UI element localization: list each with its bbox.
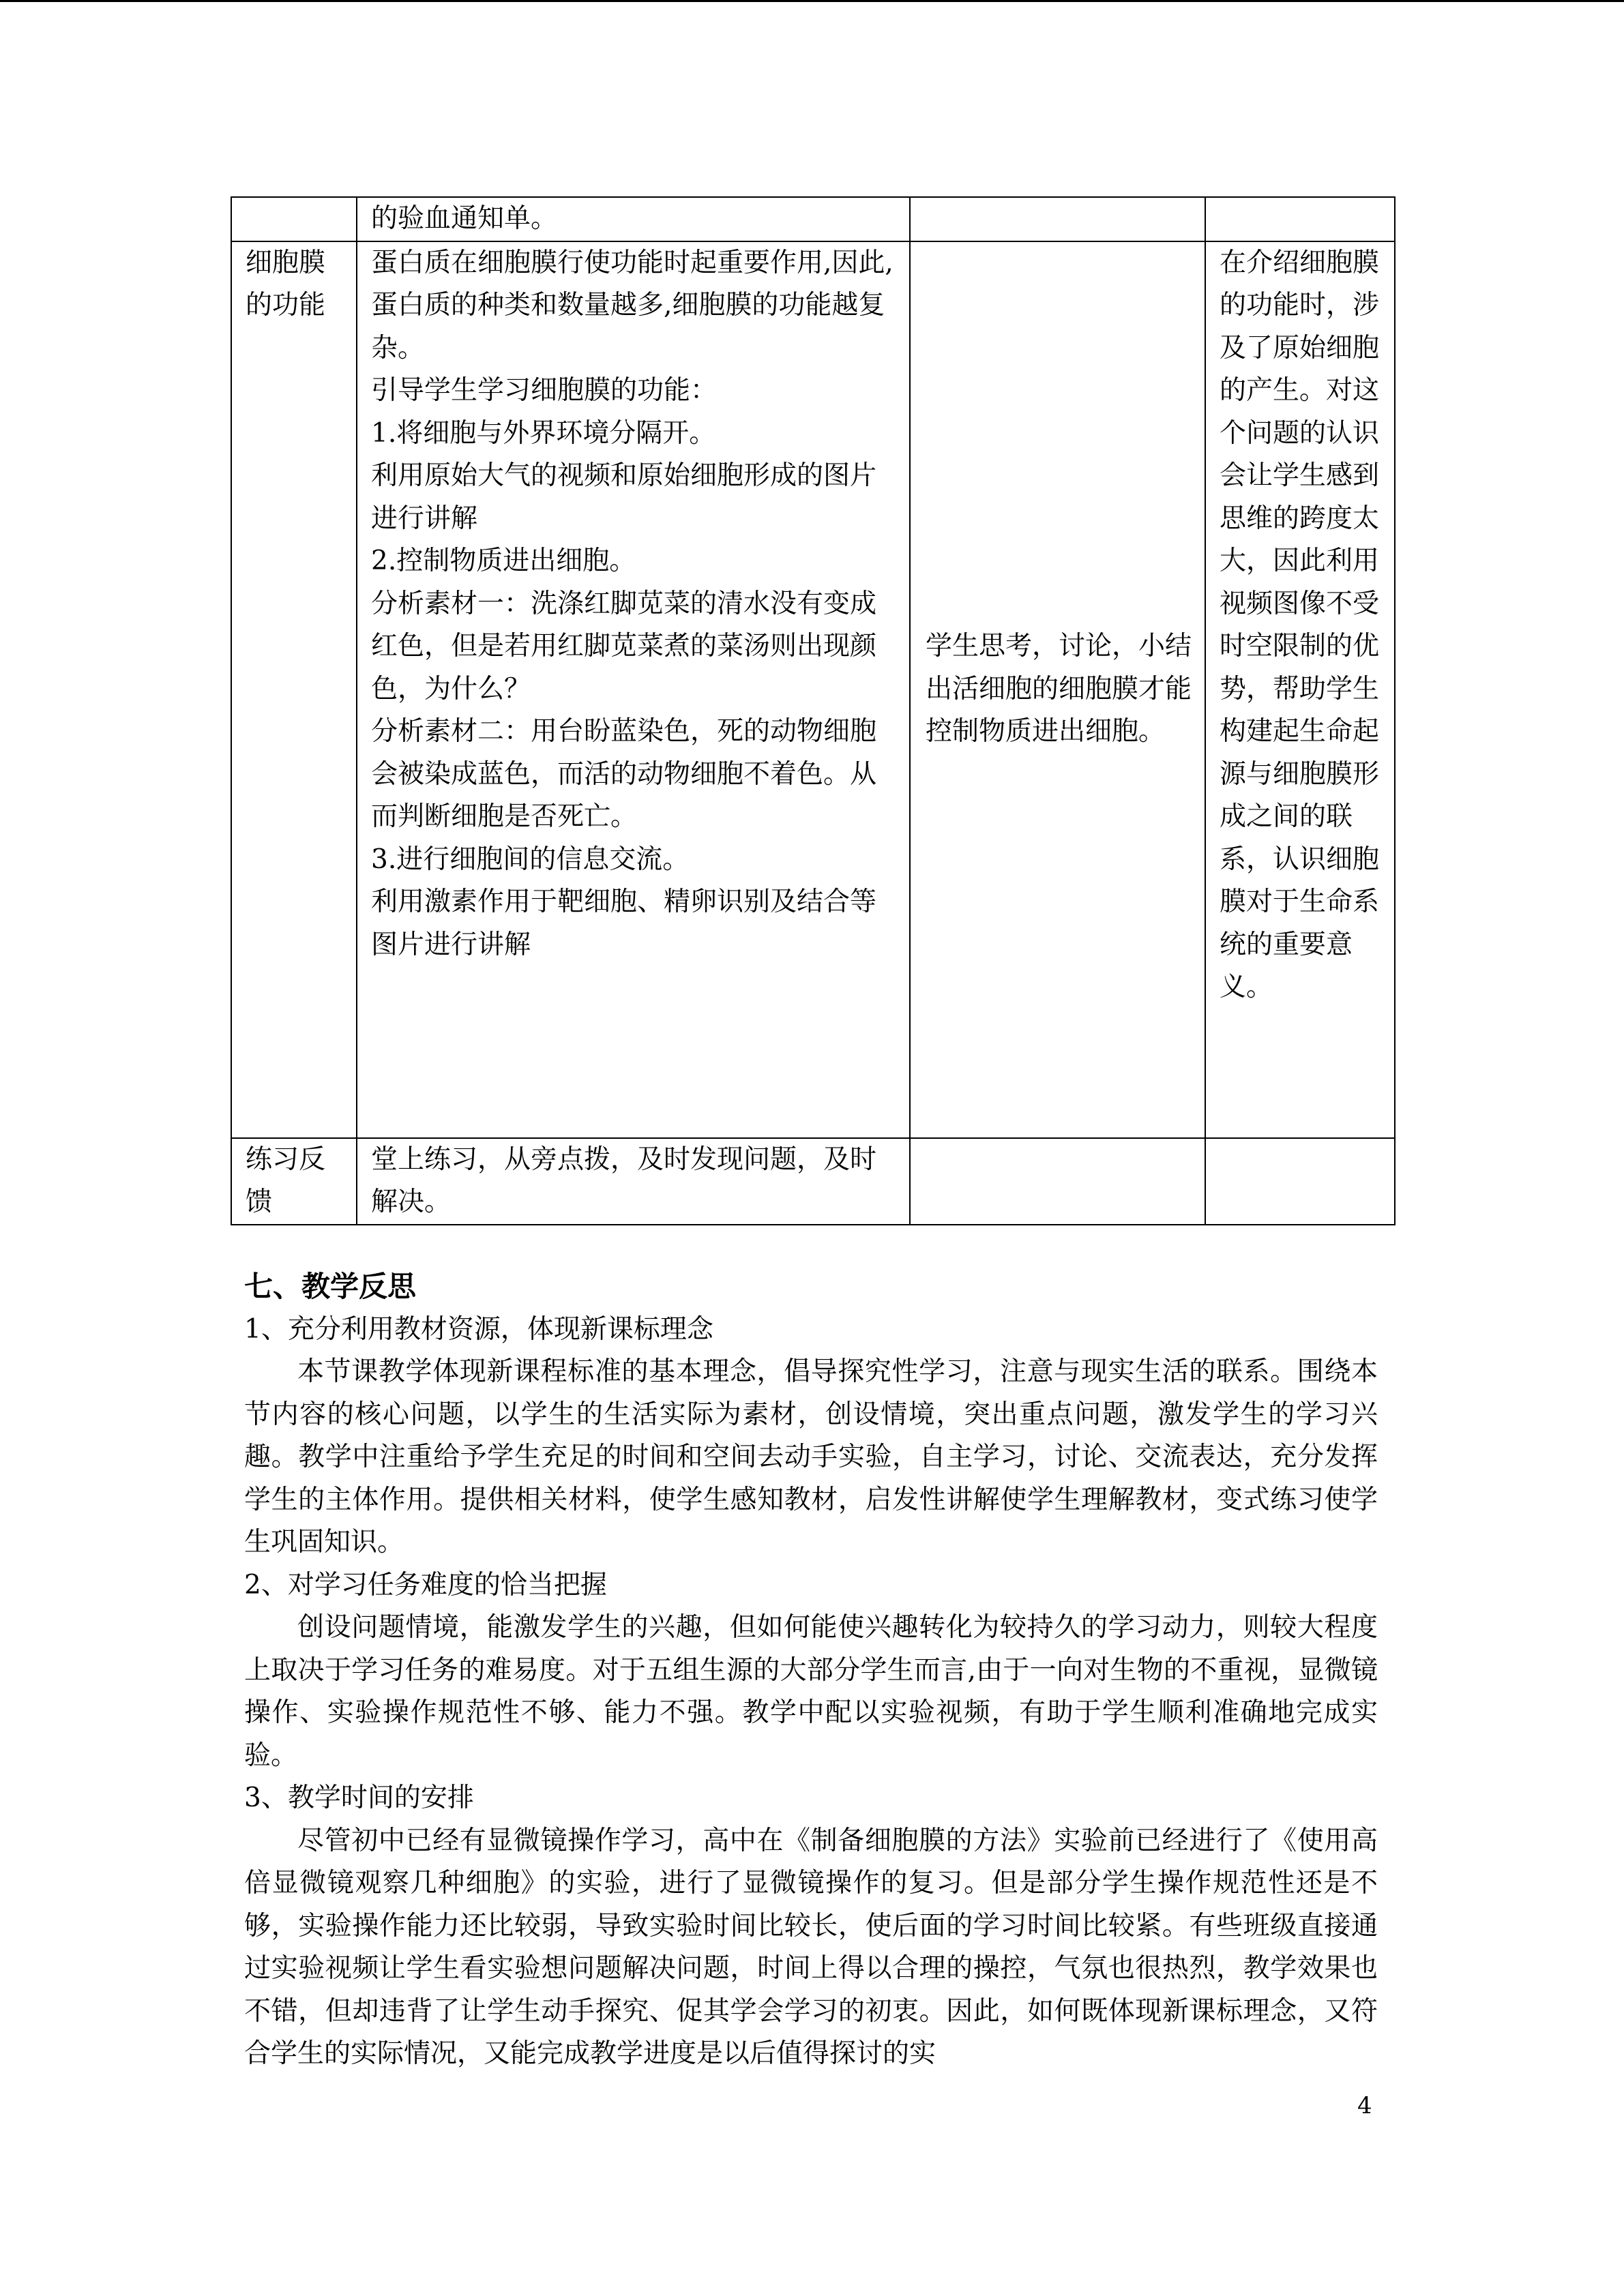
design-intent-cell <box>1205 197 1395 241</box>
page-top-rule <box>0 0 1624 2</box>
teacher-activity-line: 分析素材一：洗涤红脚苋菜的清水没有变成红色，但是若用红脚苋菜煮的菜汤则出现颜色，为什么？ <box>371 588 877 704</box>
reflection-subtitle: 3、教学时间的安排 <box>244 1783 474 1813</box>
reflection-subtitle: 2、对学习任务难度的恰当把握 <box>244 1569 607 1600</box>
teacher-activity-line: 3.进行细胞间的信息交流。 <box>371 844 690 875</box>
reflection-section <box>244 1266 1378 2076</box>
teacher-activity-line: 的验血通知单。 <box>371 203 558 234</box>
design-intent-cell <box>1205 1138 1395 1225</box>
teacher-activity-line: 堂上练习，从旁点拨，及时发现问题，及时解决。 <box>371 1144 877 1217</box>
teacher-activity-cell <box>357 197 910 241</box>
row-title-cell: 练习反馈 <box>231 1138 357 1225</box>
student-activity-cell <box>910 1138 1205 1225</box>
teacher-activity-line: 蛋白质在细胞膜行使功能时起重要作用,因此,蛋白质的种类和数量越多,细胞膜的功能越复杂。 <box>371 247 894 363</box>
student-activity-cell <box>910 241 1205 1138</box>
teacher-activity-line: 利用激素作用于靶细胞、精卵识别及结合等图片进行讲解 <box>371 886 877 960</box>
reflection-paragraph: 创设问题情境，能激发学生的兴趣，但如何能使兴趣转化为较持久的学习动力，则较大程度上取决于学习任务的难易度。对于五组生源的大部分学生而言,由于一向对生物的不重视，显微镜操作、实验操作规范性不够、能力不强。教学中配以实验视频，有助于学生顺利准确地完成实验。 <box>244 1612 1378 1771</box>
page-number: 4 <box>1357 2092 1372 2119</box>
teacher-activity-line: 2.控制物质进出细胞。 <box>371 546 636 576</box>
teacher-activity-cell <box>357 241 910 1138</box>
design-intent-cell: 在介绍细胞膜的功能时，涉及了原始细胞的产生。对这个问题的认识会让学生感到思维的跨度太大，因此利用视频图像不受时空限制的优势，帮助学生构建起生命起源与细胞膜形成之间的联系，认识细胞膜对于生命系统的重要意义。 <box>1205 241 1395 1138</box>
table-row-continuation <box>231 197 1395 241</box>
reflection-subtitle: 1、充分利用教材资源，体现新课标理念 <box>244 1313 713 1345</box>
row-title-cell <box>231 197 357 241</box>
row-title-cell: 细胞膜的功能 <box>231 241 357 1138</box>
student-activity-cell <box>910 197 1205 241</box>
lesson-plan-table <box>231 196 1396 1225</box>
table-row-practice-feedback <box>231 1138 1395 1225</box>
teacher-activity-line: 利用原始大气的视频和原始细胞形成的图片进行讲解 <box>371 460 877 534</box>
table-row-membrane-function <box>231 241 1395 1138</box>
teacher-activity-cell <box>357 1138 910 1225</box>
reflection-heading: 七、教学反思 <box>244 1270 417 1303</box>
reflection-paragraph: 本节课教学体现新课程标准的基本理念，倡导探究性学习，注意与现实生活的联系。围绕本节内容的核心问题，以学生的生活实际为素材，创设情境，突出重点问题，激发学生的学习兴趣。教学中注重给予学生充足的时间和空间去动手实验，自主学习，讨论、交流表达，充分发挥学生的主体作用。提供相关材料，使学生感知教材，启发性讲解使学生理解教材，变式练习使学生巩固知识。 <box>244 1356 1378 1557</box>
student-activity-text: 学生思考，讨论，小结出活细胞的细胞膜才能控制物质进出细胞。 <box>926 631 1192 747</box>
teacher-activity-line: 引导学生学习细胞膜的功能： <box>371 375 718 406</box>
reflection-paragraph: 尽管初中已经有显微镜操作学习，高中在《制备细胞膜的方法》实验前已经进行了《使用高倍显微镜观察几种细胞》的实验，进行了显微镜操作的复习。但是部分学生操作规范性还是不够，实验操作能力还比较弱，导致实验时间比较长，使后面的学习时间比较紧。有些班级直接通过实验视频让学生看实验想问题解决问题，时间上得以合理的操控，气氛也很热烈，教学效果也不错，但却违背了让学生动手探究、促其学会学习的初衷。因此，如何既体现新课标理念，又符合学生的实际情况，又能完成教学进度是以后值得探讨的实 <box>244 1825 1378 2069</box>
teacher-activity-line: 分析素材二：用台盼蓝染色，死的动物细胞会被染成蓝色，而活的动物细胞不着色。从而判断细胞是否死亡。 <box>371 716 877 832</box>
teacher-activity-line: 1.将细胞与外界环境分隔开。 <box>371 417 716 449</box>
